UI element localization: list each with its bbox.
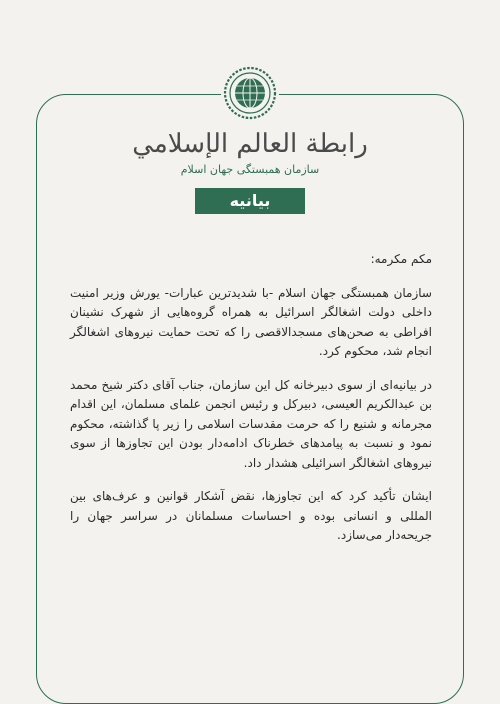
logo bbox=[221, 64, 279, 122]
org-name-arabic: رابطة العالم الإسلامي bbox=[132, 129, 368, 159]
paragraph-1: سازمان همبستگی جهان اسلام -با شدیدترین عبارات- یورش وزیر امنیت داخلی دولت اشغالگر اسرائیل به همراه گروه‌هایی از شهرک نشینان افراطی به صحن‌های مسجدالاقصی را که تحت حمایت نیروهای اشغالگر انجام شد، محکوم کرد. bbox=[70, 285, 432, 358]
org-name-persian: سازمان همبستگی جهان اسلام bbox=[180, 163, 320, 176]
paragraph-3: ایشان تأکید کرد که این تجاوزها، نقض آشکار قوانین و عرف‌های بین المللی و انسانی بوده و احساسات مسلمانان در سراسر جهان را جریحه‌دار می‌سازد. bbox=[70, 489, 432, 542]
statement-badge: بیانیه bbox=[195, 188, 305, 214]
paragraph-2: در بیانیه‌ای از سوی دبیرخانه کل این سازمان، جناب آقای دکتر شیخ محمد بن عبدالکریم العیسی، دبیرکل و رئیس انجمن علمای مسلمان، این اقدام مجرمانه و شنیع را که حرمت مقدسات اسلامی را زیر پا گذاشته، محکوم نمود و نسبت به پیامدهای خطرناک ادامه‌دار بودن این تجاوزها از سوی نیروهای اشغالگر اسرائیلی هشدار داد. bbox=[70, 377, 432, 470]
globe-emblem-icon bbox=[223, 66, 277, 120]
statement-body bbox=[70, 250, 432, 560]
greeting: مکم مکرمه: bbox=[370, 252, 432, 266]
